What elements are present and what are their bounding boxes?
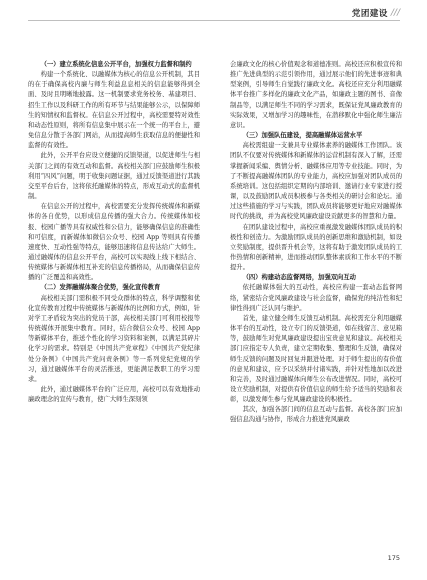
paragraph: 构建一个系统化、以融媒体为核心的信息公开机制，其目的在于确保高校内廉与师生利益息息相关的信息能够得到全面、及时且明晰地披露。这一机制要求党务校务、基建项目、招生工作以及科研工作的所有环节与结果能够公示，以保障师生的知情权和监督权。在信息公开过程中，高校需要特对效性和动态性原则，将所有信息集中展示在一个统一的平台上，避免信息分散于各部门网站，从而提高师生获取信息的便捷性和监督的有效性。 [28,71,200,150]
paragraph: 高校需组建一支兼具专业媒体素养的融媒体工作团队。该团队不仅要对传统媒体和新媒体的运营机制有深入了解，还需掌握新闻采编、舆情分析、融媒体应用等专业技能。同时，为了不断提高融媒体团队的专业能力，高校应加强对团队成员的系统培训。这包括组织定期的内部培训、邀请行业专家进行授课，以及鼓励团队成员积极参与各类相关的研讨会和论坛。通过这些措施的学习与实践，团队成员将能够更好地应对融媒体时代的挑战，并为高校党风廉政建设贡献更多的智慧和力量。 [230,142,402,221]
paragraph: 在信息公开的过程中，高校需要充分发挥传统媒体和新媒体的各自优势，以形成信息传播的强大合力。传统媒体如校报、校园广播等具有权威性和公信力，能够确保信息的准确性和可信度，而新媒体如微信公众号、校园 App 等则具有传播速度快、互动性强等特点，能够迅速将信息传达给广大师生。通过融媒体的信息公开平台，高校可以实现线上线下相结合、传统媒体与新媒体相互补充的信息传播格局，从而确保信息传播的广泛覆盖和高效性。 [28,203,200,282]
left-column [28,60,200,560]
section-heading-1: （一）建立系统化信息公开平台，加强权力监督和制约 [40,61,192,68]
paragraph: 首先，建立健全师生反馈互动机制。高校需充分利用融媒体平台的互动性，设立专门的反馈渠道，如在线留言、意见箱等，鼓励师生对党风廉政建设提出宝贵意见和建议。高校相关部门应指定专人负责，建立定期收集、整理和生反馈，确保对师生反馈的问题及时回复并跟进处理。对于师生提出的有价值的意见和建议，应予以采纳并付诸实践，并针对性地加以改进和完善，及时通过融媒体向师生公布改进情况。同时，高校可设立奖励机制，对提供有价值信息的师生给予适当的奖励和表彰，以激发师生参与党风廉政建设的积极性。 [230,314,402,404]
paragraph: 此外，公开平台应设立便捷的反馈渠道，以促进师生与相关部门之间的有效互动和监督。高校相关部门应鼓励师生积极利用“四风”问题，明于收集问题证据，通过反馈渠道进行其践交至平台后台，这将依托融媒体的特点，形成互动式的监督机制。 [28,152,200,201]
paragraph: 在团队建设过程中，高校应重视激发融媒体团队成员的积极性和创造力。为激励团队成员的创新思维和激励机制，如设立奖励制度，提供晋升机会等，这将有助于激发团队成员的工作热情和创新精神，进而推动团队整体素质和工作水平的不断提升。 [230,223,402,272]
page-number: 175 [387,554,400,562]
section-heading-3: （三）加强队伍建设，提高融媒体运营水平 [242,132,363,140]
header-decoration: /// [390,8,400,18]
section-heading-4: （四）构建动态监督网络，加强双向互动 [242,274,356,282]
running-header [338,6,400,20]
header-rule [28,20,400,21]
paragraph: 会廉政文化的核心价值观念和道德准则。高校还应积极宣传和推广先进典型的示范引领作用，通过展示他们的先进事迹和典型案例，引导师生自觉践行廉政文化。高校还应充分利用融媒体平台推广多样化的廉政文化产品，如廉政主题的图书、音像制品等，以满足师生不同的学习需求，既保证党风廉政教育的实际效果，又增加学习的趣味性，在潜移默化中强化师生廉洁意识。 [230,61,402,129]
paragraph: 此外，通过融媒体平台的广泛应用，高校可以有效地推动廉政理念的宣传与教育，使广大师生深刻领 [28,386,200,404]
section-heading-2: （二）发挥融媒体聚合优势，强化宣传教育 [40,284,161,292]
paragraph: 其次，加强各部门间的信息互动与监督。高校各部门应加强信息沟通与协作，形成合力推进党风廉政 [230,406,402,424]
right-column [230,60,402,560]
section-title: 党团建设 [351,9,388,19]
paragraph: 高校相关部门需积极不同受众群体的特点，科学调整和优化宣传教育过程中传统媒体与新媒体的比例和方式，例如，针对学工矛盾较为突出的党员干部，高校相关部门可利用校报等传统媒体开展集中教育。同时，结合微信公众号、校园 App 等新媒体平台，推送个性化的学习资料和案例，以满足其碎片化学习的需求。特别是《中国共产党章程》《中国共产党纪律处分条例》《中国共产党问责条例》等一系列党纪党规的学习，通过融媒体平台的灵活推送，更能满足教职工的学习需求。 [28,294,200,383]
paragraph: 依托融媒体强大的互动性，高校应构建一套动态监督网络，紧密结合党风廉政建设与社会监督，确保党的纯洁性和纪律性得到广泛认同与维护。 [230,284,402,312]
